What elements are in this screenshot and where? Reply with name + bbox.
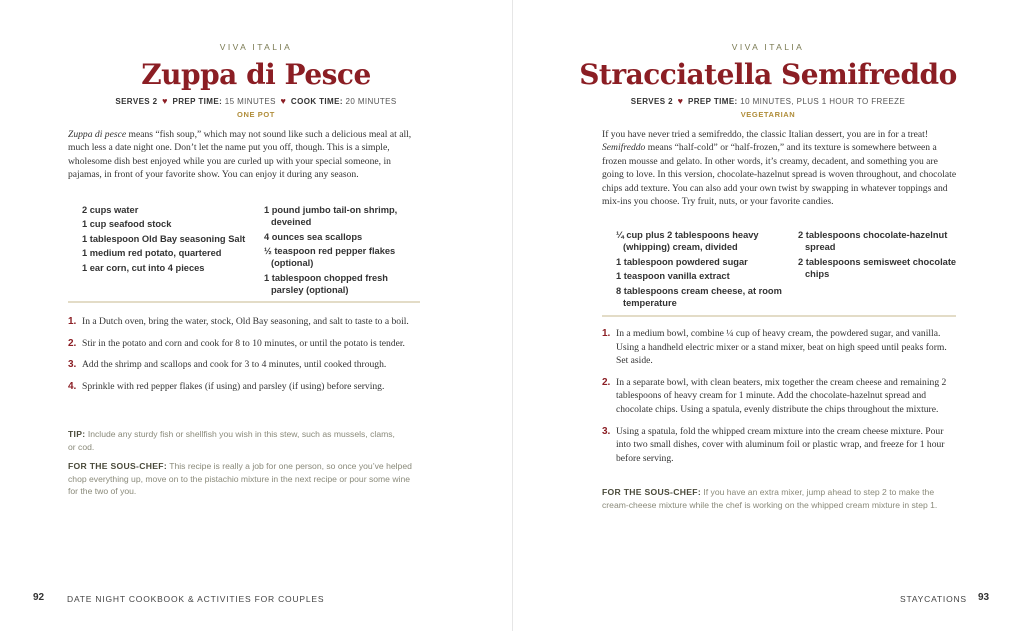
step-text: Using a spatula, fold the whipped cream mixture into the cream cheese mixture. Pour into two small dishes, cover with aluminum foil or plastic wrap, and freeze for 1 hour before serving.: [616, 425, 945, 464]
cook-time-label: COOK TIME:: [290, 97, 343, 106]
ingredients-column-1: [82, 204, 254, 276]
step-text: In a separate bowl, with clean beaters, mix together the cream cheese and remaining 2 tablespoons of heavy cream for 1 minute. Add the chocolate-hazelnut spread and chocolate chips. Using a spatula, evenly distribute the chips throughout the mixture.: [616, 376, 947, 415]
prep-time-value: 15 MINUTES: [224, 97, 276, 106]
sous-chef-text: If you have an extra mixer, jump ahead to step 2 to make the cream-cheese mixture while the chef is working on the whipped cream mixture in step 1.: [602, 487, 938, 510]
step-item: [68, 380, 418, 394]
running-footer: DATE NIGHT COOKBOOK & ACTIVITIES FOR COUPLES: [67, 594, 325, 604]
intro-italic: Semifreddo: [602, 142, 646, 154]
step-item: [602, 376, 958, 417]
ingredient-item: 1 tablespoon chopped fresh parsley (optional): [264, 272, 388, 295]
cook-time-value: 20 MINUTES: [345, 97, 397, 106]
intro-text: means “fish soup,” which may not sound like such a delicious meal at all, much less a date night one. Don’t let the name put you off, though. This is a simple, wholesome dish best enjoyed while you are curled up with your special someone, in pajamas, in front of your favorite show. You can enjoy it during any season.: [68, 129, 412, 181]
step-number: 2.: [602, 376, 611, 388]
ingredient-item: 1 cup seafood stock: [82, 219, 172, 230]
ingredient-item: 1 medium red potato, quartered: [82, 248, 222, 259]
page-number: 93: [978, 592, 990, 603]
sous-chef-note: [68, 460, 418, 498]
step-number: 2.: [68, 337, 77, 349]
section-label: VIVA ITALIA: [731, 42, 805, 52]
ingredient-item: 1 teaspoon vanilla extract: [616, 271, 730, 282]
recipe-title: Stracciatella Semifreddo: [579, 58, 957, 91]
section-divider: [602, 315, 956, 317]
ingredients-column-2: [264, 204, 414, 298]
step-item: [68, 315, 418, 329]
serves-label: SERVES 2: [630, 97, 673, 106]
step-text: In a Dutch oven, bring the water, stock, Old Bay seasoning, and salt to taste to a boil.: [82, 316, 409, 327]
sous-chef-label: FOR THE SOUS-CHEF:: [68, 461, 167, 471]
ingredient-item: 1 tablespoon powdered sugar: [616, 256, 748, 267]
step-text: Stir in the potato and corn and cook for 8 to 10 minutes, or until the potato is tender.: [82, 337, 405, 349]
intro-text: means “half-cold” or “half-frozen,” and its texture is somewhere between a frozen mousse and gelato. In other words, it’s creamy, decadent, and something you are going to love. In this version, chocolate-hazelnut spread is woven throughout, and chocolate chips add texture. You can also add your own twist by swapping in whatever toppings and mix-ins you choose. Try fruit, nuts, or your favorite candies.: [602, 142, 957, 208]
recipe-tag: ONE POT: [237, 110, 275, 119]
step-item: [68, 337, 418, 351]
tip-label: TIP:: [68, 429, 86, 439]
intro-text: If you have never tried a semifreddo, the classic Italian dessert, you are in for a treat!: [602, 129, 929, 140]
ingredient-item: 2 cups water: [82, 205, 139, 215]
recipe-intro: [602, 128, 962, 208]
tip-text: Include any sturdy fish or shellfish you wish in this stew, such as mussels, clams, or cod.: [68, 429, 395, 452]
running-footer: STAYCATIONS: [900, 594, 967, 604]
recipe-tag: VEGETARIAN: [740, 110, 796, 119]
recipe-steps: [602, 327, 958, 473]
step-number: 4.: [68, 380, 77, 392]
section-divider: [68, 301, 420, 303]
ingredients-column-2: [798, 229, 958, 282]
recipe-intro: [68, 128, 418, 182]
step-text: In a medium bowl, combine ¼ cup of heavy cream, the powdered sugar, and vanilla. Using a handheld electric mixer or a stand mixer, beat on high speed until peaks form. Set aside.: [616, 328, 947, 367]
step-number: 1.: [602, 328, 611, 339]
page-number: 92: [33, 592, 45, 603]
prep-time-label: PREP TIME:: [687, 97, 738, 106]
ingredient-item: 8 tablespoons cream cheese, at room temperature: [616, 285, 782, 308]
sous-chef-text: This recipe is really a job for one person, so once you’ve helped chop everything up, move on to the pistachio mixture in the next recipe or pour some wine for the two of you.: [68, 461, 412, 497]
ingredient-item: 4 ounces sea scallops: [264, 231, 363, 242]
intro-italic: Zuppa di pesce: [68, 129, 127, 140]
right-page: [512, 0, 1024, 631]
step-text: Add the shrimp and scallops and cook for 3 to 4 minutes, until cooked through.: [82, 359, 387, 371]
step-item: [602, 425, 958, 466]
section-label: VIVA ITALIA: [219, 42, 293, 52]
sous-chef-note: [602, 486, 952, 511]
prep-time-label: PREP TIME:: [172, 97, 223, 106]
ingredient-item: ¼ cup plus 2 tablespoons heavy (whipping) cream, divided: [616, 230, 759, 253]
step-text: Sprinkle with red pepper flakes (if using) and parsley (if using) before serving.: [82, 380, 385, 392]
step-number: 3.: [68, 359, 77, 371]
step-item: [68, 358, 418, 372]
sous-chef-label: FOR THE SOUS-CHEF:: [602, 487, 701, 497]
step-number: 3.: [602, 425, 611, 437]
heart-icon: ♥: [677, 96, 684, 106]
heart-icon: ♥: [280, 96, 287, 106]
serves-label: SERVES 2: [115, 97, 158, 106]
ingredient-item: 1 tablespoon Old Bay seasoning Salt: [82, 233, 246, 244]
tip-note: [68, 428, 398, 453]
recipe-meta: [0, 96, 512, 106]
step-item: [602, 327, 958, 368]
heart-icon: ♥: [162, 96, 168, 106]
ingredient-item: 2 tablespoons semisweet chocolate chips: [798, 256, 957, 279]
ingredients-column-1: [616, 229, 792, 311]
recipe-title: Zuppa di Pesce: [141, 58, 371, 91]
recipe-meta: [512, 96, 1024, 106]
ingredient-item: ½ teaspoon red pepper flakes (optional): [264, 246, 396, 269]
step-number: 1.: [68, 316, 77, 327]
ingredient-item: 2 tablespoons chocolate-hazelnut spread: [798, 230, 948, 253]
ingredient-item: 1 ear corn, cut into 4 pieces: [82, 262, 205, 273]
recipe-steps: [68, 315, 418, 401]
ingredient-item: 1 pound jumbo tail-on shrimp, deveined: [264, 205, 398, 228]
prep-time-value: 10 MINUTES, PLUS 1 HOUR TO FREEZE: [740, 97, 906, 106]
